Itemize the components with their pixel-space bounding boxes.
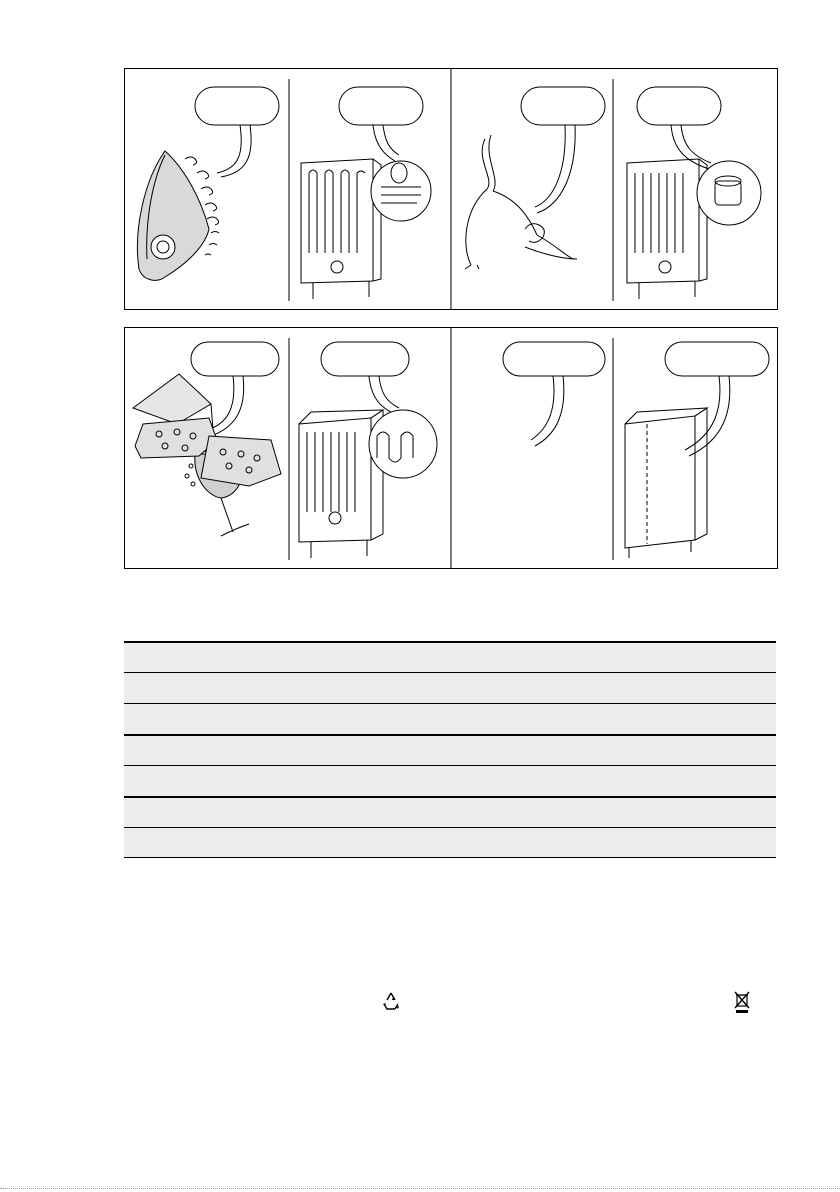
table-row <box>124 672 776 703</box>
fridge-back-drawing <box>301 159 431 299</box>
noise-illustrations-bottom <box>124 327 778 569</box>
table-row <box>124 796 776 827</box>
foam-drawing <box>135 418 281 486</box>
table-row <box>124 641 776 672</box>
bottom-illustration-svg <box>125 328 777 568</box>
fridge-compressor-drawing <box>627 159 761 299</box>
table-row <box>124 765 776 796</box>
recycle-icon <box>380 990 402 1017</box>
callout-bubble <box>339 87 423 161</box>
callout-bubble <box>637 87 721 169</box>
table-row <box>124 827 776 858</box>
callout-bubble <box>521 87 605 213</box>
page-bottom-border <box>0 1188 840 1189</box>
table-row <box>124 734 776 765</box>
callout-bubble <box>503 342 605 446</box>
noise-illustrations-top <box>124 68 778 310</box>
callout-bubble <box>195 87 279 177</box>
cat-drawing <box>465 135 577 269</box>
top-illustration-svg <box>125 69 777 309</box>
callout-bubble <box>321 342 409 414</box>
steam-iron-drawing <box>137 151 219 280</box>
fridge-cabinet-drawing <box>625 408 707 558</box>
crossed-bin-icon <box>733 990 751 1019</box>
callout-bubble <box>665 342 769 456</box>
specifications-table <box>124 641 776 858</box>
fridge-evaporator-drawing <box>299 410 437 558</box>
table-row <box>124 703 776 734</box>
